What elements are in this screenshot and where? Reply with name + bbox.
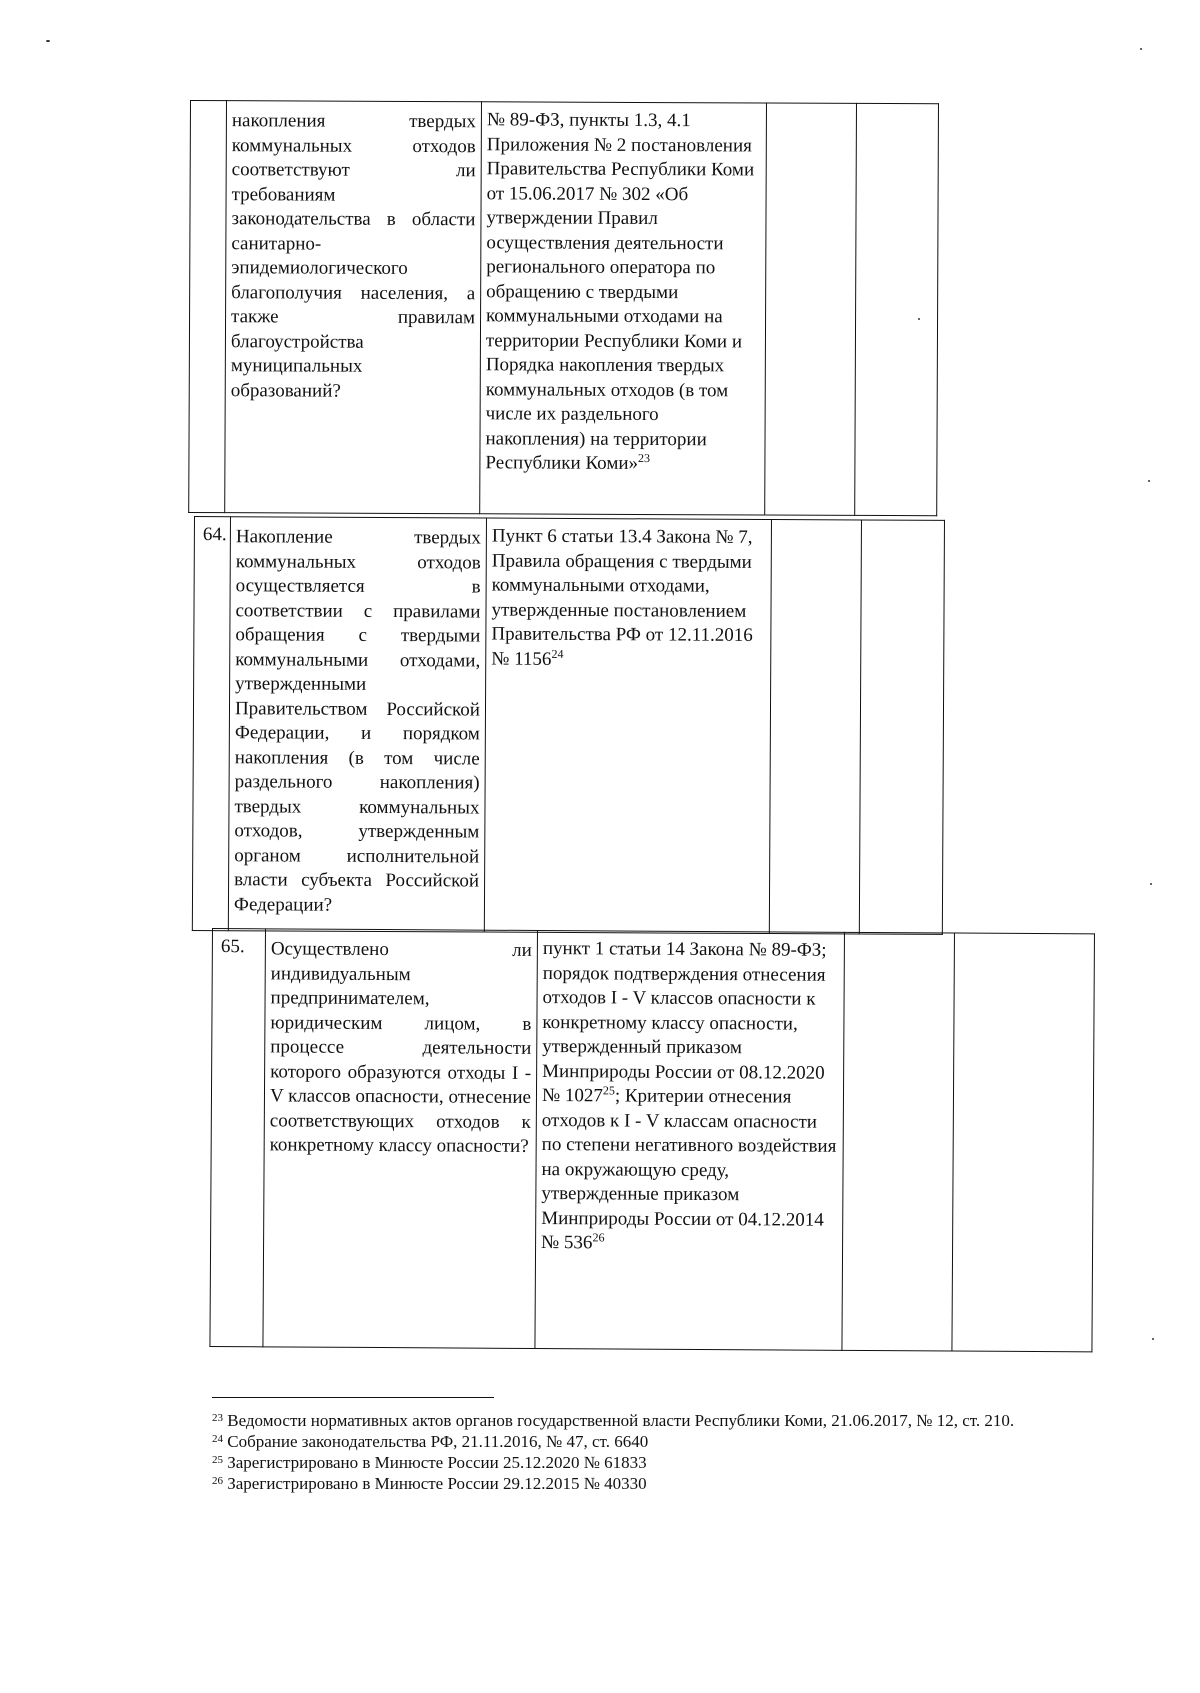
footnote: $^{24}$ Собрание законодательства РФ, 21.11.2016, № 47, ст. 6640 <box>212 1432 649 1451</box>
answer-cell <box>765 103 857 515</box>
scan-speck <box>918 318 920 320</box>
legal-basis: № 89-ФЗ, пункты 1.3, 4.1 Приложения № 2 постановления Правительства Республики Коми от 15.06.2017 № 302 «Об утверждении Правил осуществления деятельности регионального оператора по обращению с твердыми коммунальными отходами на территории Республики Коми и Порядка накопления твердых коммунальных отходов (в том числе их раздельного накопления) на территории Республики Коми»$^{23}$ <box>480 102 767 515</box>
row-number: 64. <box>192 517 230 931</box>
footnote-ref: 24 <box>551 646 564 661</box>
legal-basis: пункт 1 статьи 14 Закона № 89-ФЗ; порядок подтверждения отнесения отходов I - V классов опасности к конкретному классу опасности, утвержденный приказом Минприроды России от 08.12.2020 № 1027$^{25}$; Критерии отнесения отходов к I - V классам опасности по степени негативного воздействия на окружающую среду, утвержденные приказом Минприроды России от 04.12.2014 № $536^{26}$ <box>535 930 845 1350</box>
note-cell <box>855 103 939 515</box>
scan-speck <box>46 40 50 42</box>
legal-basis: Пункт 6 статьи 13.4 Закона № 7, Правила обращения с твердыми коммунальными отходами, утвержденные постановлением Правительства РФ от 12.11.2016 № 1156$^{24}$ <box>484 518 771 933</box>
footnote-ref: 25 <box>602 1083 615 1098</box>
footnote: $^{26}$ Зарегистрировано в Минюсте России 29.12.2015 № 40330 <box>212 1474 647 1493</box>
requirement-question: накопления твердых коммунальных отходов соответствуют ли требованиям законодательства в области санитарно-эпидемиологического благополучия населения, а также правилам благоустройства муниципальных образований? <box>225 101 482 514</box>
answer-cell <box>769 520 861 934</box>
row-number <box>189 101 227 513</box>
scan-speck <box>1150 883 1152 885</box>
footnote-ref: 26 <box>592 1230 605 1245</box>
answer-cell <box>842 932 955 1351</box>
requirement-question: Осуществлено ли индивидуальным предпринимателем, юридическим лицом, в процессе деятельности которого образуются отходы I - V классов опасности, отнесение соответствующих отходов к конкретному классу опасности? <box>263 929 538 1349</box>
row-number: 65. <box>210 929 266 1347</box>
scan-speck <box>1148 480 1150 482</box>
requirement-question: Накопление твердых коммунальных отходов осуществляется в соответствии с правилами обращения с твердыми коммунальными отходами, утвержденными Правительством Российской Федерации, и порядком накопления (в том числе раздельного накопления) твердых коммунальных отходов, утвержденным органом исполнительной власти субъекта Российской Федерации? <box>228 517 486 932</box>
footnote-ref: 23 <box>638 450 651 466</box>
note-cell <box>859 520 944 934</box>
footnote: $^{23}$ Ведомости нормативных актов органов государственной власти Республики Коми, 21.06.2017, № 12, ст. 210. <box>212 1411 1015 1430</box>
scan-speck <box>1152 1338 1154 1340</box>
table-row <box>188 100 939 516</box>
table-row <box>209 928 1095 1352</box>
footnotes <box>212 1410 1112 1494</box>
note-cell <box>952 933 1095 1352</box>
scan-speck <box>1140 48 1142 50</box>
footnote: $^{25}$ Зарегистрировано в Минюсте России 25.12.2020 № 61833 <box>212 1453 647 1472</box>
table-row <box>192 516 945 935</box>
footnote-divider <box>212 1397 494 1398</box>
